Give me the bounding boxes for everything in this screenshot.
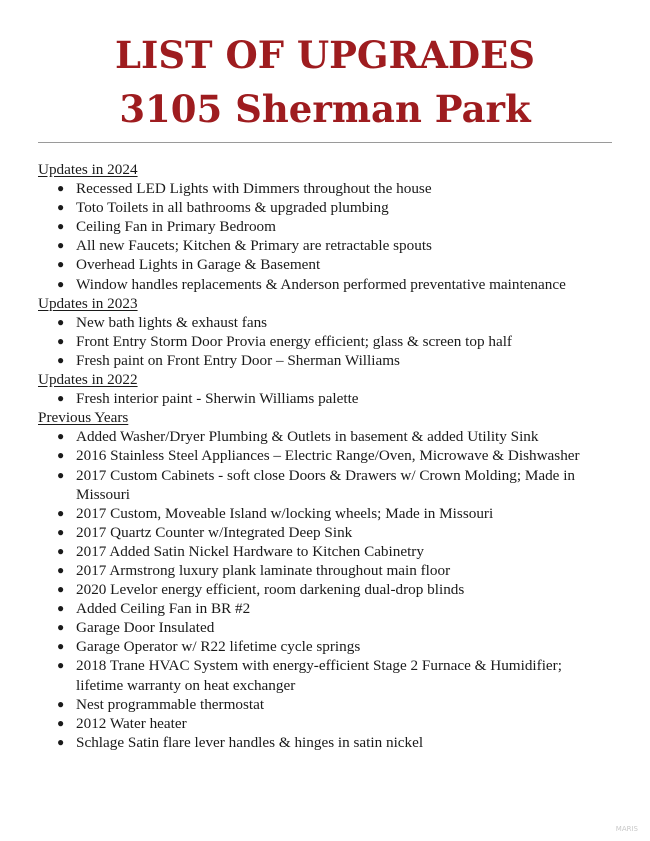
list-item: [38, 217, 612, 236]
list-item: [38, 236, 612, 255]
bullet-icon: ●: [57, 639, 65, 654]
list-item: [38, 198, 612, 217]
list-item-text: Added Washer/Dryer Plumbing & Outlets in basement & added Utility Sink: [76, 428, 539, 446]
list-item-text: Nest programmable thermostat: [76, 695, 265, 713]
list-item: [38, 656, 612, 694]
bullet-icon: ●: [57, 505, 65, 520]
list-item-text: All new Faucets; Kitchen & Primary are retractable spouts: [76, 237, 432, 255]
section-heading: Previous Years: [38, 409, 129, 427]
list-item: [38, 695, 612, 714]
list-item: [38, 313, 612, 332]
list-item: [38, 275, 612, 294]
list-item: [38, 523, 612, 542]
list-item: [38, 580, 612, 599]
list-item: [38, 179, 612, 198]
bullet-icon: ●: [57, 658, 65, 673]
bullet-icon: ●: [57, 734, 65, 749]
bullet-icon: ●: [57, 200, 65, 215]
bullet-icon: ●: [57, 715, 65, 730]
title-divider: [38, 142, 612, 143]
upgrade-items-list: [38, 313, 612, 370]
list-item: [38, 332, 612, 351]
bullet-icon: ●: [57, 429, 65, 444]
list-item-text: 2017 Custom, Moveable Island w/locking wheels; Made in Missouri: [76, 504, 494, 522]
upgrade-items-list: [38, 389, 612, 408]
list-item-text: Overhead Lights in Garage & Basement: [76, 256, 321, 274]
bullet-icon: ●: [57, 696, 65, 711]
list-item: [38, 255, 612, 274]
section-heading: Updates in 2022: [38, 371, 138, 389]
upgrade-list: [38, 160, 612, 752]
bullet-icon: ●: [57, 257, 65, 272]
list-item-text: 2012 Water heater: [76, 714, 187, 732]
section-heading: Updates in 2024: [38, 161, 138, 178]
list-item: [38, 599, 612, 618]
list-item-text: Garage Operator w/ R22 lifetime cycle springs: [76, 638, 361, 656]
list-item: [38, 389, 612, 408]
upgrade-items-list: [38, 179, 612, 294]
bullet-icon: ●: [57, 524, 65, 539]
bullet-icon: ●: [57, 391, 65, 406]
list-item: [38, 427, 612, 446]
list-item: [38, 637, 612, 656]
bullet-icon: ●: [57, 467, 65, 482]
bullet-icon: ●: [57, 181, 65, 196]
bullet-icon: ●: [57, 333, 65, 348]
bullet-icon: ●: [57, 543, 65, 558]
list-item: [38, 714, 612, 733]
list-item-text: 2017 Custom Cabinets - soft close Doors & Drawers w/ Crown Molding; Made in Missouri: [76, 466, 576, 503]
bullet-icon: ●: [57, 352, 65, 367]
list-item-text: New bath lights & exhaust fans: [76, 313, 268, 331]
bullet-icon: ●: [57, 562, 65, 577]
list-item-text: Fresh interior paint - Sherwin Williams palette: [76, 390, 359, 408]
bullet-icon: ●: [57, 219, 65, 234]
list-item-text: Ceiling Fan in Primary Bedroom: [76, 218, 276, 236]
list-item: [38, 504, 612, 523]
list-item-text: 2017 Armstrong luxury plank laminate throughout main floor: [76, 561, 451, 579]
upgrade-items-list: [38, 427, 612, 752]
list-item-text: 2018 Trane HVAC System with energy-efficient Stage 2 Furnace & Humidifier; lifetime warranty on heat exchanger: [76, 657, 562, 694]
list-item-text: 2020 Levelor energy efficient, room darkening dual-drop blinds: [76, 581, 465, 599]
bullet-icon: ●: [57, 601, 65, 616]
bullet-icon: ●: [57, 448, 65, 463]
list-item-text: Toto Toilets in all bathrooms & upgraded plumbing: [76, 199, 389, 217]
bullet-icon: ●: [57, 582, 65, 597]
list-item-text: Added Ceiling Fan in BR #2: [76, 600, 251, 618]
list-item-text: 2016 Stainless Steel Appliances – Electric Range/Oven, Microwave & Dishwasher: [76, 447, 580, 465]
bullet-icon: ●: [57, 276, 65, 291]
list-item-text: Schlage Satin flare lever handles & hinges in satin nickel: [76, 733, 424, 751]
list-item-text: Garage Door Insulated: [76, 619, 215, 637]
section-heading: Updates in 2023: [38, 294, 138, 312]
list-item-text: 2017 Quartz Counter w/Integrated Deep Sink: [76, 523, 353, 541]
list-item: [38, 466, 612, 504]
bullet-icon: ●: [57, 238, 65, 253]
list-item: [38, 542, 612, 561]
bullet-icon: ●: [57, 620, 65, 635]
list-item: [38, 351, 612, 370]
page-title-line2: 3105 Sherman Park: [119, 87, 531, 131]
page-title-line1: LIST OF UPGRADES: [115, 33, 535, 77]
list-item: [38, 561, 612, 580]
list-item-text: 2017 Added Satin Nickel Hardware to Kitchen Cabinetry: [76, 542, 424, 560]
list-item: [38, 733, 612, 752]
list-item-text: Recessed LED Lights with Dimmers throughout the house: [76, 180, 432, 198]
bullet-icon: ●: [57, 314, 65, 329]
list-item: [38, 446, 612, 465]
list-item-text: Window handles replacements & Anderson performed preventative maintenance: [76, 275, 566, 293]
list-item: [38, 618, 612, 637]
watermark: MARIS: [615, 825, 638, 833]
list-item-text: Fresh paint on Front Entry Door – Sherman Williams: [76, 351, 400, 369]
list-item-text: Front Entry Storm Door Provia energy efficient; glass & screen top half: [76, 332, 512, 350]
